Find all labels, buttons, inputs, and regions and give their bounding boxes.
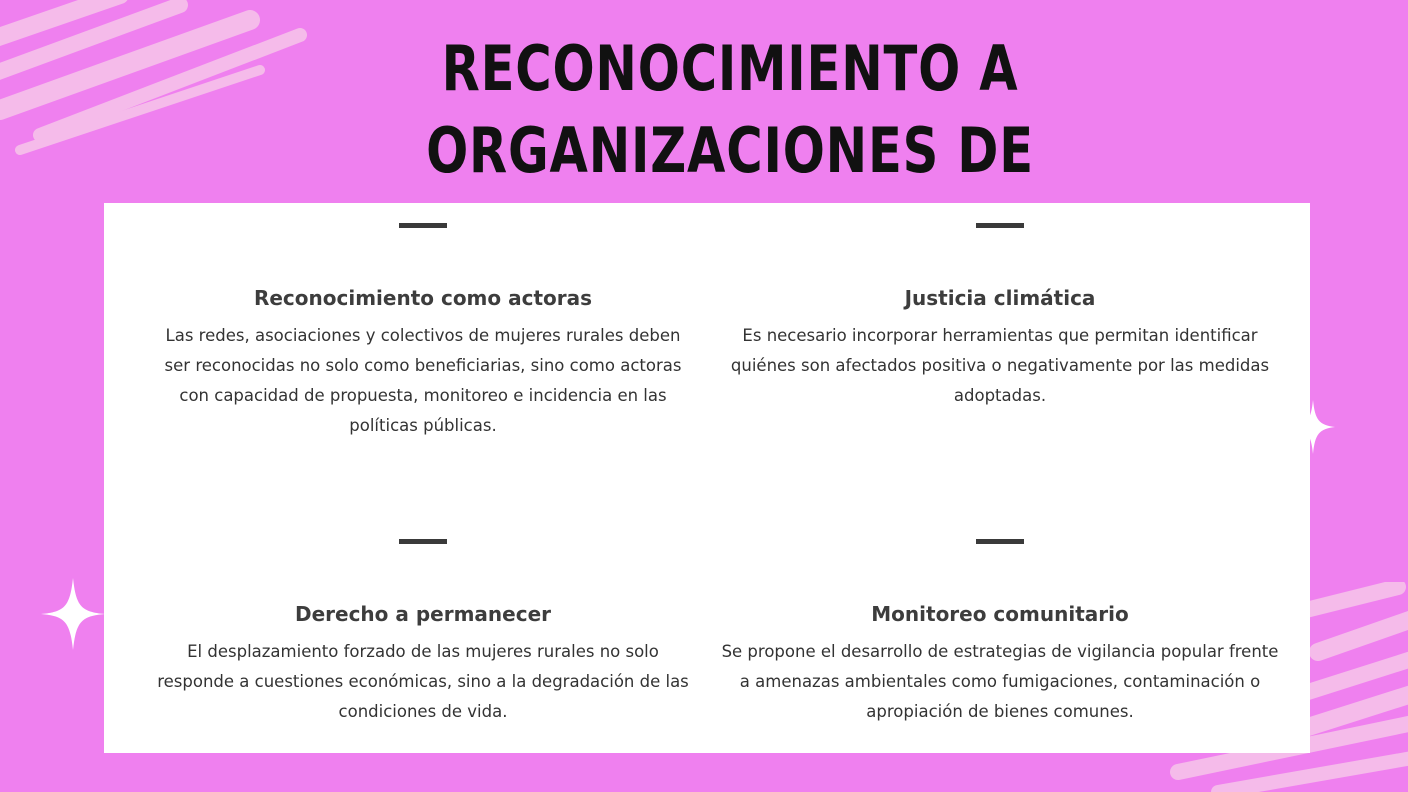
divider-dash [976, 223, 1024, 228]
info-block-derecho [143, 539, 703, 727]
info-block-reconocimiento [143, 223, 703, 441]
block-body: Las redes, asociaciones y colectivos de mujeres rurales deben ser reconocidas no solo como beneficiarias, sino como actoras con capacidad de propuesta, monitoreo e incidencia en las políticas públicas. [164, 326, 682, 435]
block-heading: Reconocimiento como actoras [253, 286, 593, 310]
divider-dash [976, 539, 1024, 544]
block-heading: Justicia climática [904, 286, 1096, 310]
block-heading: Monitoreo comunitario [871, 602, 1129, 626]
info-block-monitoreo [720, 539, 1280, 727]
divider-dash [399, 539, 447, 544]
content-card [104, 203, 1310, 753]
block-body: El desplazamiento forzado de las mujeres rurales no solo responde a cuestiones económicas, sino a la degradación de las condiciones de vida. [157, 642, 689, 721]
title-line-1: RECONOCIMIENTO A [441, 32, 1019, 105]
sparkle-icon [41, 578, 105, 650]
block-body: Es necesario incorporar herramientas que permitan identificar quiénes son afectados positiva o negativamente por las medidas adoptadas. [730, 326, 1270, 405]
info-block-justicia [720, 223, 1280, 411]
block-heading: Derecho a permanecer [294, 602, 551, 626]
divider-dash [399, 223, 447, 228]
block-body: Se propone el desarrollo de estrategias de vigilancia popular frente a amenazas ambientales como fumigaciones, contaminación o apropiación de bienes comunes. [721, 642, 1279, 721]
brush-stroke-top-left [0, 0, 330, 170]
title-line-2: ORGANIZACIONES DE [426, 114, 1034, 187]
